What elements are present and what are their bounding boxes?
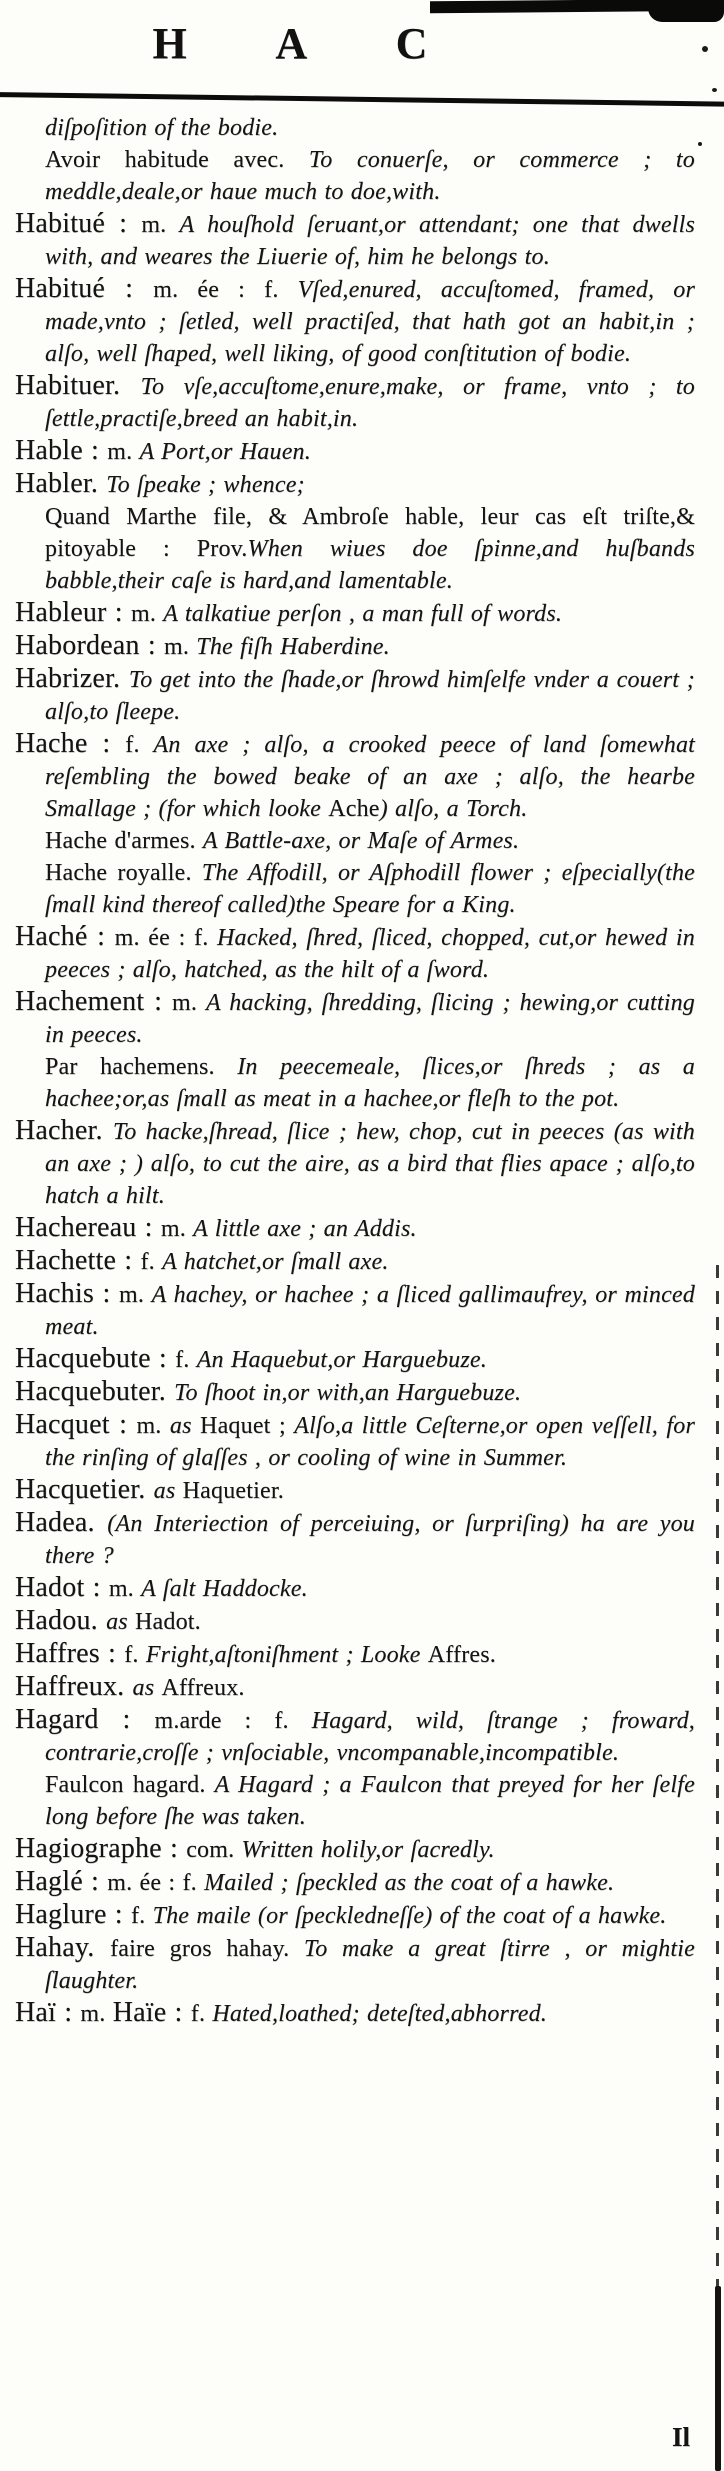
entry-text-segment: Hache d'armes. [45, 828, 203, 854]
dictionary-entry [15, 1572, 695, 1605]
entry-text-segment: An axe ; alſo, a crooked peece of land ſomewhat reſembling the bowed beake of an axe ; alſo, the hearbe Smallage ; (for which looke [45, 732, 696, 822]
dictionary-entry [15, 1997, 695, 2030]
entry-headword: Hadea. [15, 1507, 108, 1538]
dictionary-entry [15, 728, 695, 825]
scan-artifact-right-edge-dashes [716, 1265, 719, 2295]
header-rule [0, 92, 724, 107]
entry-text-segment: f. [124, 1642, 146, 1668]
dictionary-entry [15, 1769, 695, 1833]
dictionary-entry [15, 630, 695, 663]
entry-text-segment: m. [119, 1282, 152, 1308]
entry-headword: Hableur : [15, 597, 131, 628]
entry-text-segment: faire gros hahay. [110, 1936, 304, 1962]
entry-headword: Hacquetier. [15, 1474, 154, 1505]
entry-text-segment: m. [108, 1576, 142, 1602]
entry-text-segment: To conuerſe, or commerce ; to meddle,deale,or haue much to doe,with. [45, 147, 695, 205]
entry-text-segment: The Affodill, or Aſphodill flower ; eſpecially(the ſmall kind thereof called)the Speare for a King. [45, 860, 695, 918]
signature-mark: Il [671, 2422, 690, 2452]
entry-text-segment: f. [125, 732, 154, 758]
entry-text-segment: m. [172, 990, 206, 1016]
entry-headword: Hachette : [15, 1245, 141, 1276]
entry-headword: Haffres : [15, 1638, 125, 1669]
entry-text-segment: Quand Marthe file, & Ambroſe hable, leur cas eſt triſte,& pitoyable : Prov. [45, 504, 695, 562]
entry-text-segment: The fiſh Haberdine. [196, 634, 390, 660]
entry-text-segment: m. [136, 1413, 170, 1439]
entry-text-segment: A Hagard ; a Faulcon that preyed for her ſelfe long before ſhe was taken. [45, 1772, 695, 1830]
entry-text-segment: as [169, 1413, 201, 1439]
entry-text-segment: Haquet ; [200, 1413, 295, 1439]
entry-text-segment: A ſalt Haddocke. [141, 1576, 308, 1602]
entry-text-segment: An Haquebut,or Harguebuze. [196, 1347, 487, 1373]
entry-text-segment: A Battle-axe, or Maſe of Armes. [202, 828, 520, 854]
entry-text-segment: m. [164, 634, 197, 660]
entry-text-segment: m. ée : f. [153, 277, 298, 303]
entry-headword: Habrizer. [15, 663, 129, 694]
entry-text-segment: m. ée : f. [107, 1870, 205, 1896]
entry-text-segment: Ache [328, 796, 380, 822]
dictionary-entry [15, 1932, 695, 1997]
dictionary-entry [15, 501, 695, 597]
entry-text-segment: Hache royalle. [45, 860, 202, 886]
dictionary-entry [15, 857, 695, 921]
entry-headword: Hacquet : [15, 1409, 137, 1440]
entry-text-segment: A Port,or Hauen. [139, 439, 311, 465]
entry-text-segment: diſpoſition of the bodie. [45, 115, 279, 141]
entry-text-segment: f. [130, 1903, 153, 1929]
entry-headword: Haglé : [15, 1866, 108, 1897]
entry-text-segment: To get into the ſhade,or ſhrowd himſelfe vnder a couert ; alſo,to ſleepe. [45, 667, 695, 725]
entry-text-segment: m. [107, 439, 140, 465]
entry-text-segment: In peecemeale, ſlices,or ſhreds ; as a hachee;or,as ſmall as meat in a hachee,or fleſh to the pot. [45, 1054, 696, 1112]
entry-headword: Hacquebuter. [15, 1376, 175, 1407]
entry-text-segment: Fright,aſtoniſhment ; Looke [145, 1642, 428, 1668]
entry-text-segment: A hachey, or hachee ; a ſliced gallimaufrey, or minced meat. [45, 1282, 695, 1340]
entry-text-segment: Affres. [427, 1642, 496, 1668]
dictionary-entry [15, 273, 695, 370]
entry-text-segment: m. [130, 601, 164, 627]
dictionary-entry [15, 1866, 695, 1899]
entry-text-segment: f. [190, 2001, 213, 2027]
entry-text-segment: as [106, 1609, 136, 1635]
entry-text-segment: The maile (or ſpeckledneſſe) of the coat of a hawke. [152, 1903, 667, 1929]
scan-artifact-top-blob [648, 0, 724, 22]
entry-text-segment: Haquetier. [182, 1478, 284, 1504]
entry-headword: Habordean : [15, 630, 165, 661]
dictionary-entry [15, 921, 695, 986]
scan-speckle [698, 142, 702, 146]
dictionary-entry [15, 1376, 695, 1409]
entry-text-segment: as [132, 1675, 162, 1701]
entry-headword: Haffreux. [15, 1671, 133, 1702]
scan-speckle [702, 46, 708, 52]
dictionary-entry [15, 112, 695, 144]
entry-headword: Hagiographe : [15, 1833, 187, 1864]
entry-text-segment: Affreux. [161, 1675, 245, 1701]
entry-text-segment: m. [141, 212, 180, 238]
dictionary-entry [15, 1507, 695, 1572]
dictionary-entry [15, 144, 695, 208]
dictionary-entry [15, 1704, 695, 1769]
dictionary-entry [15, 1474, 695, 1507]
entry-headword: Haï : [15, 1997, 81, 2028]
entry-headword: Habitué : [15, 273, 154, 304]
entry-text-segment: Hadot. [135, 1609, 201, 1635]
entry-text-segment: A hacking, ſhredding, ſlicing ; hewing,or cutting in peeces. [45, 990, 695, 1048]
entry-text-segment: To ſpeake ; whence; [106, 472, 305, 498]
entry-text-segment: A talkatiue perſon , a man full of words. [163, 601, 563, 627]
dictionary-entry [15, 370, 695, 435]
entry-headword: Hahay. [15, 1932, 111, 1963]
entry-headword: Hadot : [15, 1572, 109, 1603]
scan-artifact-right-edge-bar [715, 2286, 721, 2471]
entry-headword: Hable : [15, 435, 108, 466]
entry-headword: Hagard : [15, 1704, 155, 1735]
dictionary-entry [15, 597, 695, 630]
entry-text-segment: A houſhold ſeruant,or attendant; one that dwells with, and weares the Liuerie of, him he belongs to. [45, 212, 695, 270]
entry-text-segment: A little axe ; an Addis. [193, 1216, 417, 1242]
dictionary-entry [15, 208, 695, 273]
entry-text-segment: f. [175, 1347, 197, 1373]
running-head: H A C [152, 19, 468, 68]
entries-column [15, 112, 695, 2030]
entry-text-segment: Hated,loathed; deteſted,abhorred. [212, 2001, 547, 2027]
entry-text-segment: To vſe,accuſtome,enure,make, or frame, vnto ; to ſettle,practiſe,breed an habit,in. [45, 374, 695, 432]
entry-text-segment: A hatchet,or ſmall axe. [162, 1249, 389, 1275]
entry-headword: Hacher. [15, 1115, 113, 1146]
entry-text-segment: m. [160, 1216, 194, 1242]
dictionary-entry [15, 663, 695, 728]
entry-text-segment: m. ée : f. [114, 925, 218, 951]
dictionary-entry [15, 986, 695, 1051]
dictionary-entry [15, 1278, 695, 1343]
entry-headword: Habler. [15, 468, 107, 499]
dictionary-entry [15, 1605, 695, 1638]
entry-text-segment: When wiues doe ſpinne,and huſbands babble,their caſe is hard,and lamentable. [45, 536, 695, 594]
entry-headword: Hachement : [15, 986, 172, 1017]
dictionary-entry [15, 1409, 695, 1474]
entry-headword: Haché : [15, 921, 115, 952]
entry-headword: Habituer. [15, 370, 141, 401]
entry-headword: Hachis : [15, 1278, 120, 1309]
scan-speckle [712, 88, 717, 92]
entry-text-segment: To make a great ſtirre , or mightie ſlaughter. [45, 1936, 695, 1994]
entry-headword: Hache : [15, 728, 126, 759]
dictionary-entry [15, 1671, 695, 1704]
entry-text-segment: Par hachemens. [45, 1054, 238, 1080]
dictionary-entry [15, 1051, 695, 1115]
entry-text-segment: Avoir habitude avec. [45, 147, 309, 173]
entry-headword: Haïe : [112, 1997, 191, 2028]
entry-text-segment: (An Interiection of perceiuing, or ſurpriſing) ha are you there ? [45, 1511, 695, 1569]
dictionary-entry [15, 825, 695, 857]
entry-text-segment: To hacke,ſhread, ſlice ; hew, chop, cut in peeces (as with an axe ; ) alſo, to cut the aire, as a bird that flies apace ; alſo,to hatch a hilt. [45, 1119, 695, 1209]
dictionary-entry [15, 1638, 695, 1671]
entry-text-segment: ) alſo, a Torch. [379, 796, 528, 822]
entry-text-segment: Faulcon hagard. [45, 1772, 215, 1798]
dictionary-entry [15, 1343, 695, 1376]
dictionary-entry [15, 468, 695, 501]
entry-text-segment: Vſed,enured, accuſtomed, framed, or made,vnto ; ſetled, well practiſed, that hath got an habit,in ; alſo, well ſhaped, well liking, of good conſtitution of bodie. [45, 277, 695, 367]
dictionary-entry [15, 1833, 695, 1866]
entry-headword: Hachereau : [15, 1212, 161, 1243]
dictionary-entry [15, 1899, 695, 1932]
entry-text-segment: Mailed ; ſpeckled as the coat of a hawke. [204, 1870, 615, 1896]
dictionary-entry [15, 1212, 695, 1245]
entry-text-segment: Written holily,or ſacredly. [241, 1837, 495, 1863]
entry-headword: Hadou. [15, 1605, 107, 1636]
entry-text-segment: Hacked, ſhred, ſliced, chopped, cut,or hewed in peeces ; alſo, hatched, as the hilt of a ſword. [45, 925, 696, 983]
entry-headword: Habitué : [15, 208, 142, 239]
entry-text-segment: Hagard, wild, ſtrange ; froward, contrarie,croſſe ; vnſociable, vncompanable,incompatible. [45, 1708, 696, 1766]
dictionary-entry [15, 435, 695, 468]
entry-text-segment: m. [80, 2001, 113, 2027]
entry-headword: Haglure : [15, 1899, 131, 1930]
entry-text-segment: as [153, 1478, 183, 1504]
entry-text-segment: m.arde : f. [154, 1708, 312, 1734]
entry-text-segment: com. [186, 1837, 242, 1863]
dictionary-entry [15, 1245, 695, 1278]
entry-text-segment: Alſo,a little Ceſterne,or open veſſell, for the rinſing of glaſſes , or cooling of wine in Summer. [45, 1413, 695, 1471]
entry-text-segment: To ſhoot in,or with,an Harguebuze. [174, 1380, 522, 1406]
entry-headword: Hacquebute : [15, 1343, 176, 1374]
entry-text-segment: f. [140, 1249, 163, 1275]
dictionary-entry [15, 1115, 695, 1212]
